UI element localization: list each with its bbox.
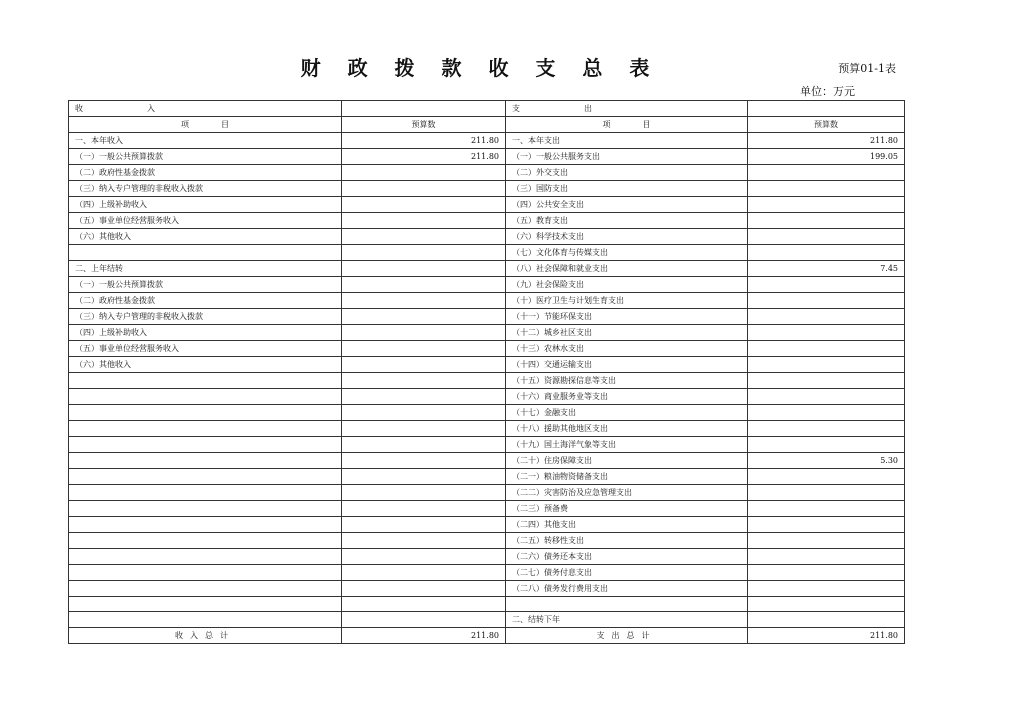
expense-value-cell: 7.45 xyxy=(748,261,905,277)
income-value-cell xyxy=(342,213,506,229)
expense-value-cell xyxy=(748,197,905,213)
income-item-cell xyxy=(69,501,342,517)
income-value-cell xyxy=(342,517,506,533)
expense-item-cell: （二六）债务还本支出 xyxy=(506,549,748,565)
income-value-cell xyxy=(342,277,506,293)
income-value-cell xyxy=(342,357,506,373)
expense-value-cell xyxy=(748,181,905,197)
expense-item-cell: （八）社会保障和就业支出 xyxy=(506,261,748,277)
income-value-cell xyxy=(342,597,506,612)
expense-item-cell: （三）国防支出 xyxy=(506,181,748,197)
expense-item-cell: （七）文化体育与传媒支出 xyxy=(506,245,748,261)
expense-value-cell xyxy=(748,501,905,517)
income-value-cell xyxy=(342,581,506,597)
table-row xyxy=(69,309,905,325)
income-value-cell xyxy=(342,405,506,421)
expense-value-cell xyxy=(748,309,905,325)
expense-item-cell: （二二）灾害防治及应急管理支出 xyxy=(506,485,748,501)
income-value-cell xyxy=(342,469,506,485)
income-value-cell xyxy=(342,549,506,565)
expense-value-cell xyxy=(748,421,905,437)
expense-item-cell: （十八）援助其他地区支出 xyxy=(506,421,748,437)
table-row xyxy=(69,133,905,149)
income-value-cell xyxy=(342,341,506,357)
income-value-cell xyxy=(342,437,506,453)
income-total-value: 211.80 xyxy=(342,628,506,644)
table-row xyxy=(69,549,905,565)
form-number: 预算01-1表 xyxy=(838,62,896,75)
income-item-cell: （五）事业单位经营服务收入 xyxy=(69,341,342,357)
income-value-cell xyxy=(342,181,506,197)
income-group-spacer xyxy=(342,101,506,117)
totals-row xyxy=(69,628,905,644)
income-item-cell: （四）上级补助收入 xyxy=(69,325,342,341)
income-item-cell xyxy=(69,389,342,405)
table-row xyxy=(69,293,905,309)
expense-value-cell xyxy=(748,581,905,597)
expense-item-cell: （二四）其他支出 xyxy=(506,517,748,533)
expense-item-cell: （二八）债务发行费用支出 xyxy=(506,581,748,597)
expense-value-cell xyxy=(748,229,905,245)
income-item-cell xyxy=(69,453,342,469)
income-item-cell xyxy=(69,469,342,485)
table-row xyxy=(69,197,905,213)
income-value-cell xyxy=(342,565,506,581)
income-value-cell xyxy=(342,501,506,517)
income-item-cell: 二、上年结转 xyxy=(69,261,342,277)
table-row xyxy=(69,165,905,181)
income-item-cell: 一、本年收入 xyxy=(69,133,342,149)
income-value-cell xyxy=(342,229,506,245)
table-row xyxy=(69,453,905,469)
expense-item-cell: （十五）资源勘探信息等支出 xyxy=(506,373,748,389)
table-row xyxy=(69,597,905,612)
table-row xyxy=(69,149,905,165)
expense-item-cell: （二三）预备费 xyxy=(506,501,748,517)
income-value-cell xyxy=(342,373,506,389)
income-value-cell xyxy=(342,453,506,469)
expense-value-cell xyxy=(748,293,905,309)
income-item-cell: （六）其他收入 xyxy=(69,357,342,373)
expense-value-cell xyxy=(748,405,905,421)
expense-item-cell: （四）公共安全支出 xyxy=(506,197,748,213)
expense-value-cell xyxy=(748,277,905,293)
expense-item-cell: （十六）商业服务业等支出 xyxy=(506,389,748,405)
expense-value-cell xyxy=(748,549,905,565)
expense-item-cell: （十九）国土海洋气象等支出 xyxy=(506,437,748,453)
income-item-cell: （二）政府性基金拨款 xyxy=(69,165,342,181)
expense-total-value: 211.80 xyxy=(748,628,905,644)
table-row xyxy=(69,581,905,597)
expense-item-cell xyxy=(506,597,748,612)
income-value-cell xyxy=(342,165,506,181)
expense-item-cell: （二七）债务付息支出 xyxy=(506,565,748,581)
table-row xyxy=(69,181,905,197)
table-row xyxy=(69,469,905,485)
table-row xyxy=(69,421,905,437)
income-item-cell xyxy=(69,565,342,581)
expense-value-cell xyxy=(748,517,905,533)
income-item-cell xyxy=(69,549,342,565)
income-item-cell: （三）纳入专户管理的非税收入拨款 xyxy=(69,309,342,325)
table-row xyxy=(69,213,905,229)
income-item-header: 项 目 xyxy=(69,117,342,133)
expense-value-cell: 211.80 xyxy=(748,133,905,149)
income-item-cell: （五）事业单位经营服务收入 xyxy=(69,213,342,229)
income-value-cell: 211.80 xyxy=(342,133,506,149)
income-item-cell xyxy=(69,533,342,549)
expense-value-cell xyxy=(748,565,905,581)
expense-value-cell xyxy=(748,437,905,453)
income-group-header: 收 入 xyxy=(69,101,342,117)
expense-item-cell: （五）教育支出 xyxy=(506,213,748,229)
income-value-cell xyxy=(342,325,506,341)
group-header-row xyxy=(69,101,905,117)
expense-item-cell: （二）外交支出 xyxy=(506,165,748,181)
income-item-cell: （一）一般公共预算拨款 xyxy=(69,277,342,293)
budget-table xyxy=(68,100,905,644)
income-item-cell: （二）政府性基金拨款 xyxy=(69,293,342,309)
expense-group-header: 支 出 xyxy=(506,101,748,117)
income-value-cell xyxy=(342,389,506,405)
table-row xyxy=(69,389,905,405)
expense-item-cell: （十四）交通运输支出 xyxy=(506,357,748,373)
income-item-cell xyxy=(69,612,342,628)
expense-item-cell: （二十）住房保障支出 xyxy=(506,453,748,469)
table-row xyxy=(69,373,905,389)
expense-value-cell xyxy=(748,213,905,229)
income-total-label: 收入总计 xyxy=(69,628,342,644)
income-item-cell: （三）纳入专户管理的非税收入拨款 xyxy=(69,181,342,197)
expense-item-cell: （二五）转移性支出 xyxy=(506,533,748,549)
income-value-cell xyxy=(342,261,506,277)
table-row xyxy=(69,533,905,549)
expense-item-cell: （十二）城乡社区支出 xyxy=(506,325,748,341)
income-value-cell: 211.80 xyxy=(342,149,506,165)
income-value-cell xyxy=(342,485,506,501)
expense-budget-header: 预算数 xyxy=(748,117,905,133)
table-row xyxy=(69,325,905,341)
expense-value-cell xyxy=(748,245,905,261)
expense-item-cell: （十）医疗卫生与计划生育支出 xyxy=(506,293,748,309)
expense-value-cell xyxy=(748,485,905,501)
expense-item-cell: （十七）金融支出 xyxy=(506,405,748,421)
expense-value-cell: 199.05 xyxy=(748,149,905,165)
table-row xyxy=(69,437,905,453)
expense-item-cell: （十三）农林水支出 xyxy=(506,341,748,357)
expense-value-cell xyxy=(748,373,905,389)
income-item-cell xyxy=(69,597,342,612)
income-item-cell xyxy=(69,421,342,437)
table-row xyxy=(69,229,905,245)
expense-value-cell xyxy=(748,165,905,181)
expense-item-header: 项 目 xyxy=(506,117,748,133)
expense-item-cell: 一、本年支出 xyxy=(506,133,748,149)
table-row xyxy=(69,341,905,357)
expense-value-cell xyxy=(748,612,905,628)
expense-value-cell xyxy=(748,341,905,357)
expense-value-cell xyxy=(748,389,905,405)
expense-item-cell: （十一）节能环保支出 xyxy=(506,309,748,325)
income-item-cell xyxy=(69,517,342,533)
expense-item-cell: （六）科学技术支出 xyxy=(506,229,748,245)
table-row xyxy=(69,261,905,277)
expense-value-cell xyxy=(748,597,905,612)
table-row xyxy=(69,405,905,421)
expense-value-cell xyxy=(748,469,905,485)
expense-item-cell: （一）一般公共服务支出 xyxy=(506,149,748,165)
income-item-cell xyxy=(69,437,342,453)
income-item-cell: （四）上级补助收入 xyxy=(69,197,342,213)
expense-value-cell: 5.30 xyxy=(748,453,905,469)
income-value-cell xyxy=(342,245,506,261)
unit-label: 单位：万元 xyxy=(800,85,855,98)
income-item-cell xyxy=(69,245,342,261)
table-row xyxy=(69,501,905,517)
expense-item-cell: （二一）粮油物资储备支出 xyxy=(506,469,748,485)
table-row xyxy=(69,565,905,581)
table-row xyxy=(69,517,905,533)
income-item-cell: （六）其他收入 xyxy=(69,229,342,245)
report-title: 财 政 拨 款 收 支 总 表 xyxy=(300,56,660,80)
expense-total-label: 支出总计 xyxy=(506,628,748,644)
income-value-cell xyxy=(342,612,506,628)
income-value-cell xyxy=(342,293,506,309)
expense-item-cell: （九）社会保险支出 xyxy=(506,277,748,293)
table-row xyxy=(69,277,905,293)
income-value-cell xyxy=(342,421,506,437)
column-header-row xyxy=(69,117,905,133)
income-budget-header: 预算数 xyxy=(342,117,506,133)
expense-value-cell xyxy=(748,325,905,341)
income-item-cell xyxy=(69,485,342,501)
income-item-cell xyxy=(69,373,342,389)
table-row xyxy=(69,357,905,373)
income-item-cell xyxy=(69,405,342,421)
income-value-cell xyxy=(342,533,506,549)
expense-value-cell xyxy=(748,533,905,549)
table-row xyxy=(69,245,905,261)
income-value-cell xyxy=(342,309,506,325)
income-item-cell xyxy=(69,581,342,597)
expense-item-cell: 二、结转下年 xyxy=(506,612,748,628)
expense-value-cell xyxy=(748,357,905,373)
table-row xyxy=(69,485,905,501)
table-row xyxy=(69,612,905,628)
income-item-cell: （一）一般公共预算拨款 xyxy=(69,149,342,165)
expense-group-spacer xyxy=(748,101,905,117)
income-value-cell xyxy=(342,197,506,213)
